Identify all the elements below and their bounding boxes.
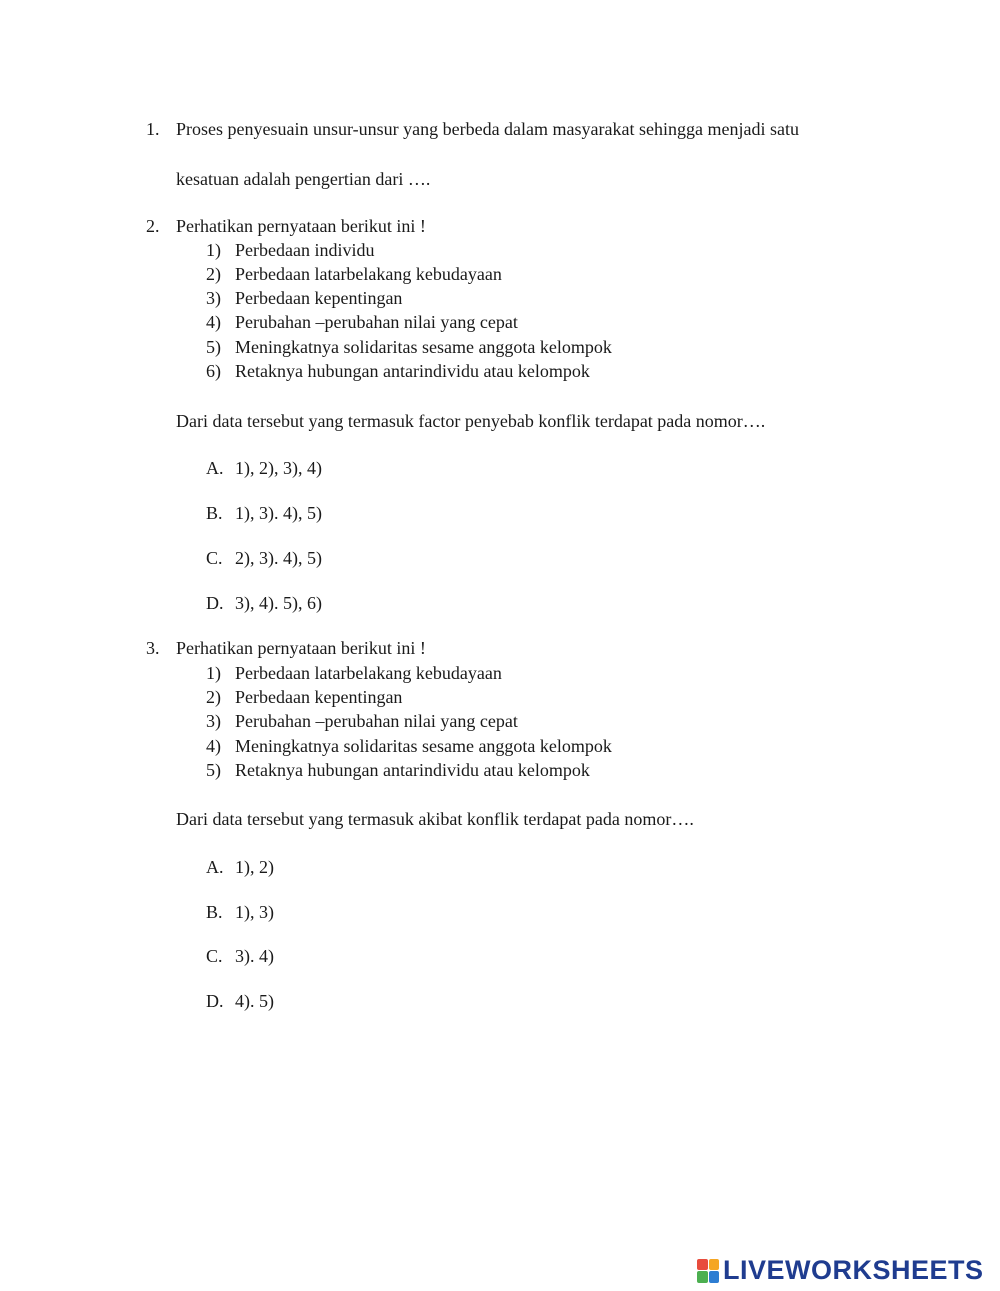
q3-item-text: Perbedaan latarbelakang kebudayaan — [235, 663, 502, 683]
q3-item-text: Retaknya hubungan antarindividu atau kelompok — [235, 760, 590, 780]
q2-item-text: Perbedaan individu — [235, 240, 375, 260]
q3-item-text: Perubahan –perubahan nilai yang cepat — [235, 711, 518, 731]
q2-question: Dari data tersebut yang termasuk factor penyebab konflik terdapat pada nomor…. — [176, 411, 766, 431]
q3-option-text: 4). 5) — [235, 991, 274, 1011]
q3-prompt: Perhatikan pernyataan berikut ini ! — [176, 638, 426, 658]
q2-item-text: Retaknya hubungan antarindividu atau kelompok — [235, 361, 590, 381]
q2-item-number: 1) — [206, 240, 221, 260]
q2-item-text: Perbedaan kepentingan — [235, 288, 403, 308]
q3-item-number: 4) — [206, 736, 221, 756]
q3-option-letter: C. — [206, 946, 223, 966]
q3-number: 3. — [146, 638, 160, 658]
q3-item-text: Meningkatnya solidaritas sesame anggota kelompok — [235, 736, 612, 756]
mark-cell-i — [709, 1259, 720, 1271]
q2-number: 2. — [146, 216, 160, 236]
q2-item-text: Perubahan –perubahan nilai yang cepat — [235, 312, 518, 332]
q2-item-number: 3) — [206, 288, 221, 308]
q2-option-text: 3), 4). 5), 6) — [235, 593, 322, 613]
mark-cell-l — [697, 1259, 708, 1271]
q1-text-line1: Proses penyesuain unsur-unsur yang berbeda dalam masyarakat sehingga menjadi satu — [176, 119, 799, 139]
q2-option-text: 1), 3). 4), 5) — [235, 503, 322, 523]
q3-option-text: 1), 3) — [235, 902, 274, 922]
logo-text: LIVEWORKSHEETS — [723, 1255, 984, 1285]
q3-option-letter: A. — [206, 857, 224, 877]
q3-option-letter: B. — [206, 902, 223, 922]
q1-number: 1. — [146, 119, 160, 139]
q3-item-number: 3) — [206, 711, 221, 731]
q2-item-text: Perbedaan latarbelakang kebudayaan — [235, 264, 502, 284]
q2-option-text: 2), 3). 4), 5) — [235, 548, 322, 568]
liveworksheets-logo — [697, 1255, 984, 1286]
q2-item-number: 2) — [206, 264, 221, 284]
q3-question: Dari data tersebut yang termasuk akibat konflik terdapat pada nomor…. — [176, 809, 694, 829]
q2-option-letter: A. — [206, 458, 224, 478]
mark-cell-e — [709, 1271, 720, 1283]
q3-item-number: 2) — [206, 687, 221, 707]
q3-option-text: 3). 4) — [235, 946, 274, 966]
q2-item-text: Meningkatnya solidaritas sesame anggota kelompok — [235, 337, 612, 357]
q2-item-number: 6) — [206, 361, 221, 381]
q2-option-letter: D. — [206, 593, 224, 613]
q3-option-letter: D. — [206, 991, 224, 1011]
q3-option-text: 1), 2) — [235, 857, 274, 877]
liveworksheets-mark-icon — [697, 1259, 719, 1283]
q2-item-number: 5) — [206, 337, 221, 357]
q2-item-number: 4) — [206, 312, 221, 332]
q3-item-text: Perbedaan kepentingan — [235, 687, 403, 707]
q3-item-number: 5) — [206, 760, 221, 780]
q2-option-letter: C. — [206, 548, 223, 568]
q2-option-text: 1), 2), 3), 4) — [235, 458, 322, 478]
q2-prompt: Perhatikan pernyataan berikut ini ! — [176, 216, 426, 236]
q3-item-number: 1) — [206, 663, 221, 683]
mark-cell-v — [697, 1271, 708, 1283]
q1-text-line2: kesatuan adalah pengertian dari …. — [176, 169, 431, 189]
q2-option-letter: B. — [206, 503, 223, 523]
